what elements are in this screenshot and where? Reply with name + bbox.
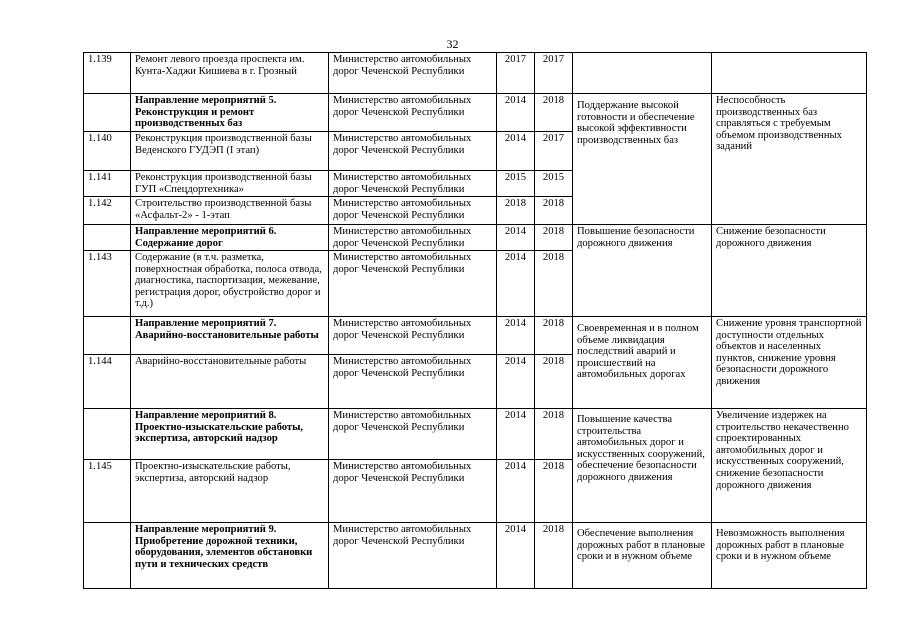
start-year: 2014: [497, 94, 535, 132]
consequence: Неспособность производственных баз справляться с требуемым объемом производственных заданий: [712, 94, 867, 225]
table-row: [84, 523, 867, 589]
end-year: 2018: [535, 460, 573, 523]
row-number: [84, 523, 131, 589]
activity-name: Ремонт левого проезда проспекта им. Кунта-Хаджи Кишиева в г. Грозный: [131, 53, 329, 94]
row-number: 1.144: [84, 355, 131, 409]
executor: Министерство автомобильных дорог Чеченской Республики: [329, 53, 497, 94]
executor: Министерство автомобильных дорог Чеченской Республики: [329, 409, 497, 460]
row-number: [84, 94, 131, 132]
table-row: [84, 53, 867, 94]
table-row: [84, 94, 867, 132]
activity-name: Проектно-изыскательские работы, экспертиза, авторский надзор: [131, 460, 329, 523]
end-year: 2018: [535, 251, 573, 317]
direction-heading: Направление мероприятий 8. Проектно-изыскательские работы, экспертиза, авторский надзор: [131, 409, 329, 460]
consequence: Снижение безопасности дорожного движения: [712, 225, 867, 317]
executor: Министерство автомобильных дорог Чеченской Республики: [329, 225, 497, 251]
expected-result: Своевременная и в полном объеме ликвидация последствий аварий и происшествий на автомобильных дорогах: [573, 317, 712, 409]
expected-result: Повышение безопасности дорожного движения: [573, 225, 712, 317]
direction-heading: Направление мероприятий 6. Содержание дорог: [131, 225, 329, 251]
executor: Министерство автомобильных дорог Чеченской Республики: [329, 94, 497, 132]
start-year: 2017: [497, 53, 535, 94]
executor: Министерство автомобильных дорог Чеченской Республики: [329, 355, 497, 409]
executor: Министерство автомобильных дорог Чеченской Республики: [329, 197, 497, 225]
start-year: 2014: [497, 523, 535, 589]
table-row: [84, 317, 867, 355]
start-year: 2014: [497, 355, 535, 409]
activity-name: Аварийно-восстановительные работы: [131, 355, 329, 409]
consequence: Увеличение издержек на строительство некачественно спроектированных автомобильных дорог и искусственных сооружений, снижение безопасности дорожного движения: [712, 409, 867, 523]
table-row: [84, 409, 867, 460]
end-year: 2017: [535, 132, 573, 171]
start-year: 2015: [497, 171, 535, 197]
direction-heading: Направление мероприятий 9. Приобретение дорожной техники, оборудования, элементов обстановки пути и технических средств: [131, 523, 329, 589]
executor: Министерство автомобильных дорог Чеченской Республики: [329, 251, 497, 317]
start-year: 2014: [497, 225, 535, 251]
executor: Министерство автомобильных дорог Чеченской Республики: [329, 171, 497, 197]
start-year: 2018: [497, 197, 535, 225]
start-year: 2014: [497, 409, 535, 460]
row-number: 1.140: [84, 132, 131, 171]
page-number: 32: [446, 37, 459, 51]
executor: Министерство автомобильных дорог Чеченской Республики: [329, 523, 497, 589]
row-number: [84, 409, 131, 460]
expected-result: Обеспечение выполнения дорожных работ в плановые сроки и в нужном объеме: [573, 523, 712, 589]
direction-heading: Направление мероприятий 5. Реконструкция и ремонт производственных баз: [131, 94, 329, 132]
activities-table: [83, 52, 867, 589]
activity-name: Содержание (в т.ч. разметка, поверхностная обработка, полоса отвода, диагностика, паспортизация, межевание, регистрация дорог, обустройство дорог и т.д.): [131, 251, 329, 317]
row-number: 1.141: [84, 171, 131, 197]
start-year: 2014: [497, 460, 535, 523]
executor: Министерство автомобильных дорог Чеченской Республики: [329, 132, 497, 171]
expected-result: Повышение качества строительства автомобильных дорог и искусственных сооружений, обеспечение безопасности дорожного движения: [573, 409, 712, 523]
direction-heading: Направление мероприятий 7. Аварийно-восстановительные работы: [131, 317, 329, 355]
row-number: 1.142: [84, 197, 131, 225]
end-year: 2018: [535, 94, 573, 132]
row-number: [84, 317, 131, 355]
table-row: [84, 225, 867, 251]
consequence: [712, 53, 867, 94]
end-year: 2018: [535, 355, 573, 409]
executor: Министерство автомобильных дорог Чеченской Республики: [329, 317, 497, 355]
row-number: [84, 225, 131, 251]
consequence: Невозможность выполнения дорожных работ в плановые сроки и в нужном объеме: [712, 523, 867, 589]
end-year: 2017: [535, 53, 573, 94]
end-year: 2018: [535, 225, 573, 251]
row-number: 1.139: [84, 53, 131, 94]
consequence: Снижение уровня транспортной доступности отдельных объектов и населенных пунктов, снижение уровня безопасности дорожного движения: [712, 317, 867, 409]
activity-name: Строительство производственной базы «Асфальт-2» - 1-этап: [131, 197, 329, 225]
executor: Министерство автомобильных дорог Чеченской Республики: [329, 460, 497, 523]
row-number: 1.145: [84, 460, 131, 523]
start-year: 2014: [497, 251, 535, 317]
end-year: 2015: [535, 171, 573, 197]
row-number: 1.143: [84, 251, 131, 317]
activity-name: Реконструкция производственной базы ГУП «Спецдортехника»: [131, 171, 329, 197]
expected-result: Поддержание высокой готовности и обеспечение высокой эффективности производственных баз: [573, 94, 712, 225]
end-year: 2018: [535, 197, 573, 225]
end-year: 2018: [535, 523, 573, 589]
end-year: 2018: [535, 409, 573, 460]
end-year: 2018: [535, 317, 573, 355]
start-year: 2014: [497, 317, 535, 355]
start-year: 2014: [497, 132, 535, 171]
expected-result: [573, 53, 712, 94]
activity-name: Реконструкция производственной базы Веденского ГУДЭП (I этап): [131, 132, 329, 171]
